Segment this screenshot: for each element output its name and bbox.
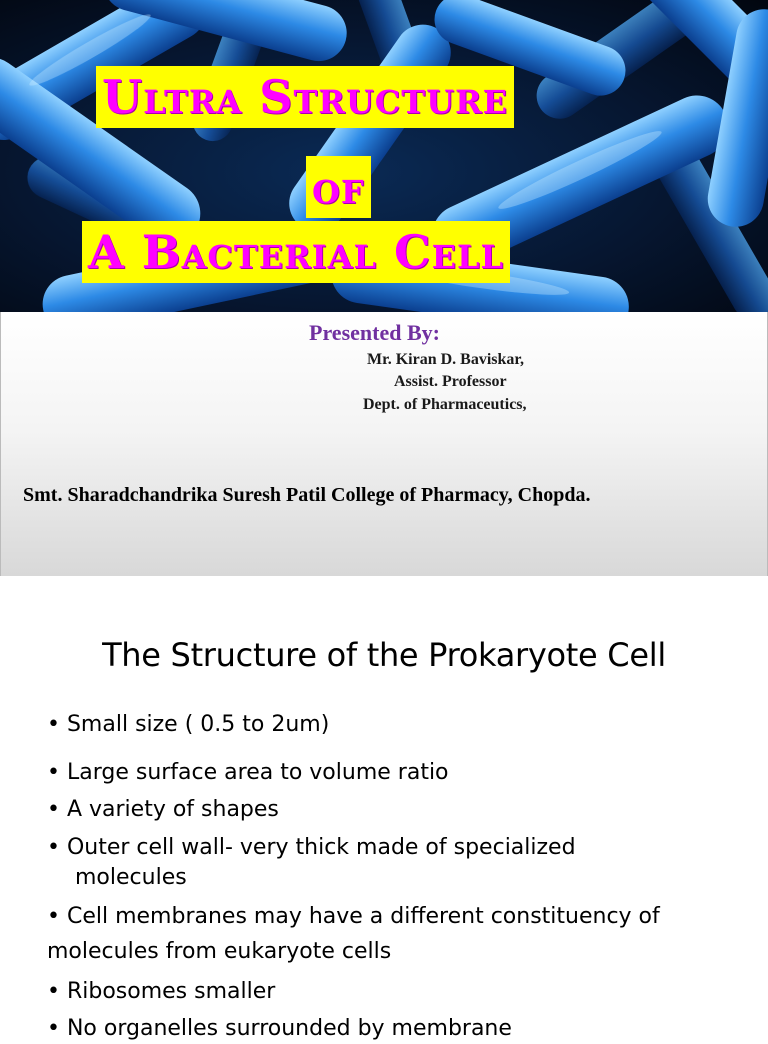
bullet-item: • Small size ( 0.5 to 2um) <box>47 712 330 737</box>
bullet-item: • A variety of shapes <box>47 797 279 822</box>
bullet-item: • Cell membranes may have a different constituency of <box>47 904 660 929</box>
presenter-name: Mr. Kiran D. Baviskar, <box>367 351 525 368</box>
content-slide <box>0 576 768 1041</box>
title-line-2: of <box>306 156 371 218</box>
presenter-designation: Assist. Professor <box>394 373 507 390</box>
college-name: Smt. Sharadchandrika Suresh Patil College of Pharmacy, Chopda. <box>23 484 591 506</box>
bullet-continuation: molecules <box>75 865 187 890</box>
bullet-continuation: molecules from eukaryote cells <box>47 939 392 964</box>
content-slide-title: The Structure of the Prokaryote Cell <box>102 636 666 674</box>
title-line-3: A Bacterial Cell <box>82 221 510 283</box>
bullet-item: • No organelles surrounded by membrane <box>47 1016 512 1041</box>
bullet-item: • Large surface area to volume ratio <box>47 760 449 785</box>
title-line-1: Ultra Structure <box>96 66 514 128</box>
bullet-item: • Outer cell wall- very thick made of specialized <box>47 835 576 860</box>
bullet-item: • Ribosomes smaller <box>47 979 276 1004</box>
presenter-department: Dept. of Pharmaceutics, <box>363 396 527 413</box>
title-slide-hero <box>0 0 768 312</box>
presented-by-label: Presented By: <box>309 320 440 345</box>
presenter-info-panel <box>0 312 768 576</box>
